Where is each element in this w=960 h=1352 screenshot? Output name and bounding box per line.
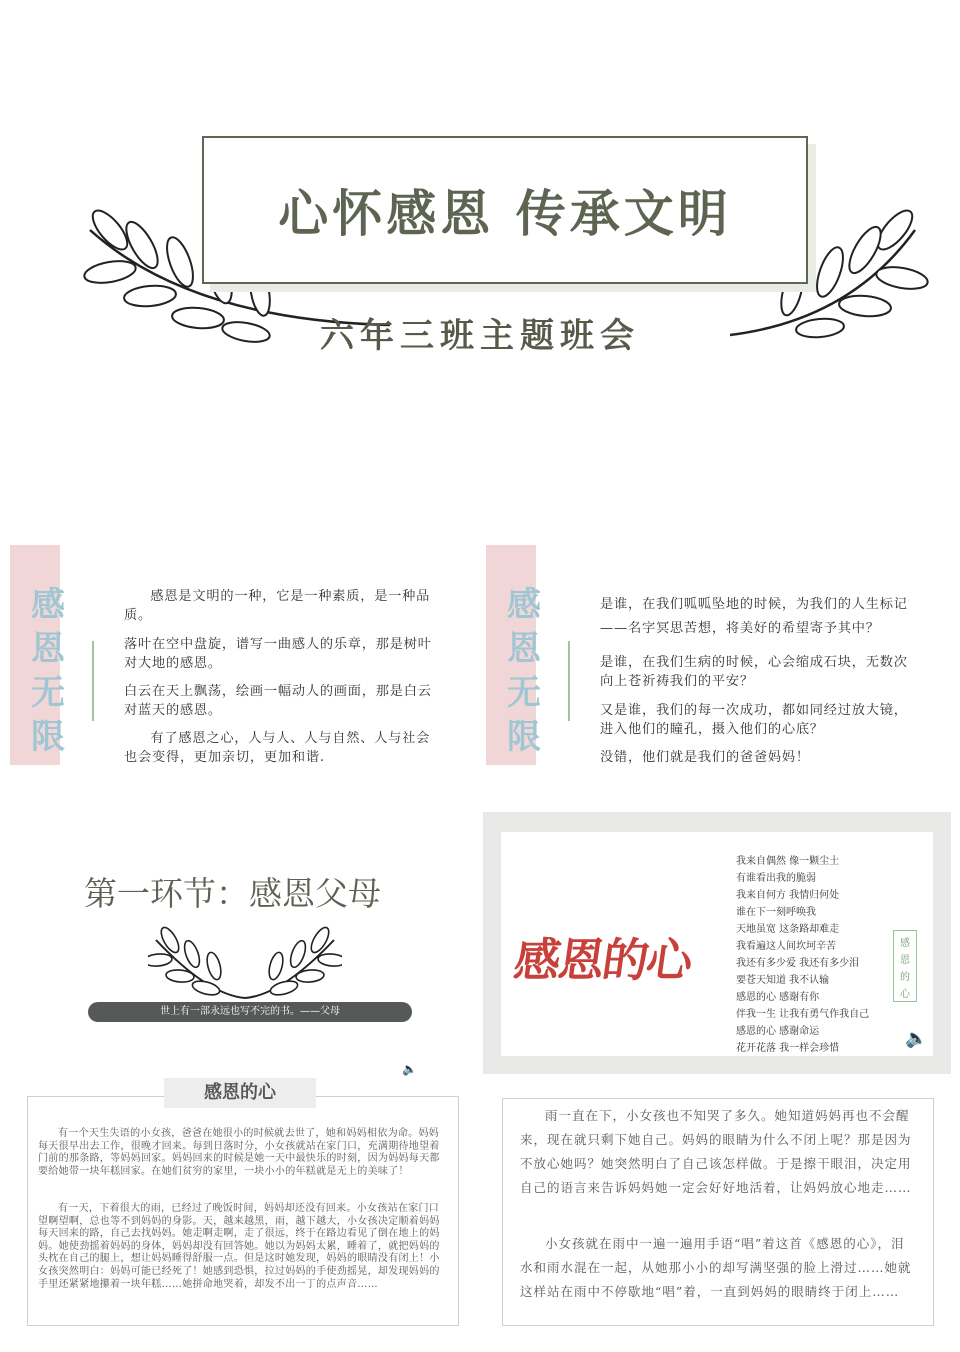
lyric-line: 我来自何方 我情归何处 xyxy=(736,890,840,901)
poem-panel xyxy=(501,832,933,1056)
paragraph: 是谁，在我们呱呱坠地的时候，为我们的人生标记——名字冥思苦想，将美好的希望寄予其中？ xyxy=(600,597,908,636)
speaker-icon[interactable]: 🔈 xyxy=(905,1028,928,1049)
cover-slide[interactable] xyxy=(0,0,960,520)
lyric-line: 天地虽宽 这条路却难走 xyxy=(736,924,840,935)
story-header: 感恩的心 xyxy=(164,1078,316,1108)
paragraph: 感恩是文明的一种，它是一种素质，是一种品质。 xyxy=(124,589,431,623)
poem-tag: 感 恩 的 心 xyxy=(893,930,917,1002)
paragraph: 是谁，在我们生病的时候，心会缩成石块，无数次向上苍祈祷我们的平安？ xyxy=(600,655,908,689)
paragraph: 没错，他们就是我们的爸爸妈妈！ xyxy=(600,750,810,765)
lyric-line: 花开花落 我一样会珍惜 xyxy=(736,1043,840,1054)
side-label: 感 恩 无 限 xyxy=(507,585,541,757)
paragraph: 白云在天上飘荡，绘画一幅动人的画面，那是白云对蓝天的感恩。 xyxy=(124,684,432,718)
paragraph: 又是谁，我们的每一次成功，都如同经过放大镜，进入他们的瞳孔，摄入他们的心底？ xyxy=(600,703,908,737)
laurel-wreath-icon xyxy=(148,920,342,1000)
side-label: 感 恩 无 限 xyxy=(31,585,65,757)
main-title: 心怀感恩 传承文明 xyxy=(278,185,732,243)
lyric-line: 感恩的心 感谢有你 xyxy=(736,992,820,1003)
poem-slide[interactable] xyxy=(483,812,951,1074)
divider xyxy=(568,641,570,721)
lyric-line: 伴我一生 让我有勇气作我自己 xyxy=(736,1009,870,1020)
paragraph: 有了感恩之心，人与人、人与自然、人与社会也会变得，更加亲切，更加和谐. xyxy=(124,731,431,765)
section-title: 第一环节：感恩父母 xyxy=(84,874,381,913)
lyric-line: 我还有多少爱 我还有多少泪 xyxy=(736,958,860,969)
calligraphy-title: 感恩的心 xyxy=(510,933,695,987)
lyric-line: 要苍天知道 我不认输 xyxy=(736,975,830,986)
speaker-icon[interactable]: 🔈 xyxy=(402,1062,417,1076)
paragraph: 落叶在空中盘旋，谱写一曲感人的乐章，那是树叶对大地的感恩。 xyxy=(124,637,432,671)
title-frame xyxy=(202,136,808,284)
quote-bar: 世上有一部永远也写不完的书。——父母 xyxy=(88,1002,412,1022)
lyric-line: 我来自偶然 像一颗尘土 xyxy=(736,856,840,867)
gratitude-slide-2[interactable] xyxy=(476,545,960,765)
divider xyxy=(92,641,94,721)
lyric-line: 有谁看出我的脆弱 xyxy=(736,873,816,884)
story-paragraph: 有一天，下着很大的雨，已经过了晚饭时间，妈妈却还没有回来。小女孩站在家门口望啊望啊，总也等不到妈妈的身影。天，越来越黑，雨，越下越大，小女孩决定顺着妈妈每天回来的路，自己去找妈妈。她走啊走啊，走了很远，终于在路边看见了倒在地上的妈妈。她使劲摇着妈妈的身体，妈妈却没有回答她。她以为妈妈太累，睡着了，就把妈妈的头枕在自己的腿上，想让妈妈睡得舒服一点。但是这时她发现，妈妈的眼睛没有闭上！小女孩突然明白：妈妈可能已经死了！她感到恐惧，拉过妈妈的手使劲摇晃，却发现妈妈的手里还紧紧地攥着一块年糕……她拼命地哭着，却发不出一丁的点声音…… xyxy=(38,1203,440,1290)
lyric-line: 我看遍这人间坎坷辛苦 xyxy=(736,941,836,952)
story-paragraph: 雨一直在下，小女孩也不知哭了多久。她知道妈妈再也不会醒来，现在就只剩下她自己。妈妈的眼睛为什么不闭上呢？那是因为不放心她吗？她突然明白了自己该怎样做。于是擦干眼泪，决定用自己的语言来告诉妈妈她一定会好好地活着，让妈妈放心地走…… xyxy=(520,1108,912,1195)
subtitle: 六年三班主题班会 xyxy=(320,316,640,356)
lyric-line: 感恩的心 感谢命运 xyxy=(736,1026,820,1037)
story-paragraph: 小女孩就在雨中一遍一遍用手语“唱”着这首《感恩的心》，泪水和雨水混在一起，从她那小小的却写满坚强的脸上滑过……她就这样站在雨中不停歇地“唱”着，一直到妈妈的眼睛终于闭上…… xyxy=(520,1236,912,1299)
story-paragraph: 有一个天生失语的小女孩，爸爸在她很小的时候就去世了，她和妈妈相依为命。妈妈每天很早出去工作，很晚才回来。每到日落时分，小女孩就站在家门口，充满期待地望着门前的那条路，等妈妈回家。妈妈回来的时候是她一天中最快乐的时刻，因为妈妈每天都要给她带一块年糕回家。在她们贫穷的家里，一块小小的年糕就是无上的美味了！ xyxy=(38,1128,440,1177)
gratitude-slide-1[interactable] xyxy=(0,545,470,765)
lyric-line: 谁在下一刻呼唤我 xyxy=(736,907,816,918)
